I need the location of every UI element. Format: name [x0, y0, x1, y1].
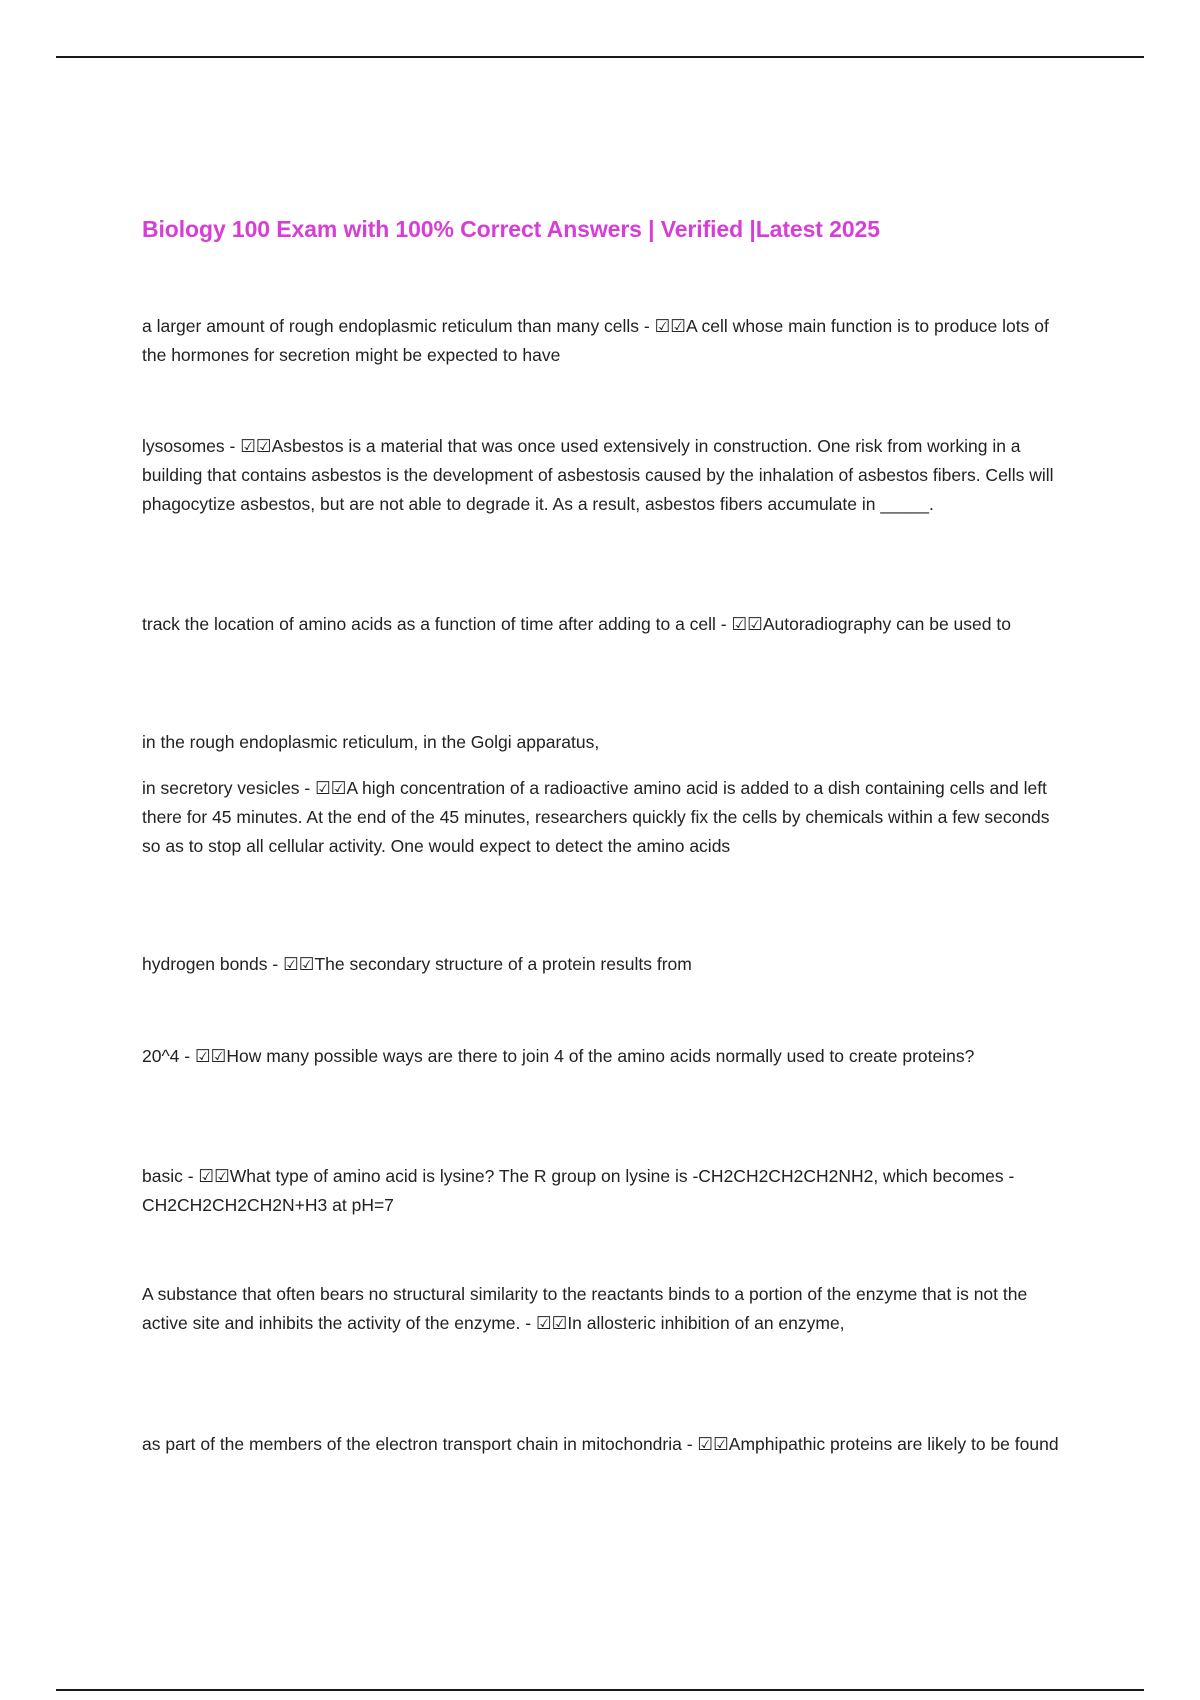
- qa-entry-7: 20^4 - ☑☑How many possible ways are there to join 4 of the amino acids normally used to create proteins?: [142, 1046, 975, 1066]
- document-title: Biology 100 Exam with 100% Correct Answers | Verified |Latest 2025: [142, 216, 880, 242]
- qa-entry-1: a larger amount of rough endoplasmic reticulum than many cells - ☑☑A cell whose main function is to produce lots of the hormones for secretion might be expected to have: [142, 316, 1049, 365]
- qa-entry-4: in the rough endoplasmic reticulum, in the Golgi apparatus,: [142, 732, 600, 752]
- qa-entry-6: hydrogen bonds - ☑☑The secondary structure of a protein results from: [142, 954, 692, 974]
- qa-entry-8: basic - ☑☑What type of amino acid is lysine? The R group on lysine is -CH2CH2CH2CH2NH2, which becomes -CH2CH2CH2CH2N+H3 at pH=7: [142, 1166, 1015, 1215]
- header-rule: [56, 56, 1144, 58]
- qa-entry-2: lysosomes - ☑☑Asbestos is a material that was once used extensively in construction. One risk from working in a building that contains asbestos is the development of asbestosis caused by the inhalation of asbestos fibers. Cells will phagocytize asbestos, but are not able to degrade it. As a result, asbestos fibers accumulate in _____.: [142, 436, 1054, 514]
- qa-entry-10: as part of the members of the electron transport chain in mitochondria - ☑☑Amphipathic proteins are likely to be found: [142, 1434, 1059, 1454]
- qa-entry-9: A substance that often bears no structural similarity to the reactants binds to a portion of the enzyme that is not the active site and inhibits the activity of the enzyme. - ☑☑In allosteric inhibition of an enzyme,: [142, 1284, 1028, 1333]
- footer-rule: [56, 1689, 1144, 1691]
- qa-entry-3: track the location of amino acids as a function of time after adding to a cell - ☑☑Autoradiography can be used to: [142, 614, 1011, 634]
- qa-entry-5: in secretory vesicles - ☑☑A high concentration of a radioactive amino acid is added to a dish containing cells and left there for 45 minutes. At the end of the 45 minutes, researchers quickly fix the cells by chemicals within a few seconds so as to stop all cellular activity. One would expect to detect the amino acids: [142, 778, 1050, 856]
